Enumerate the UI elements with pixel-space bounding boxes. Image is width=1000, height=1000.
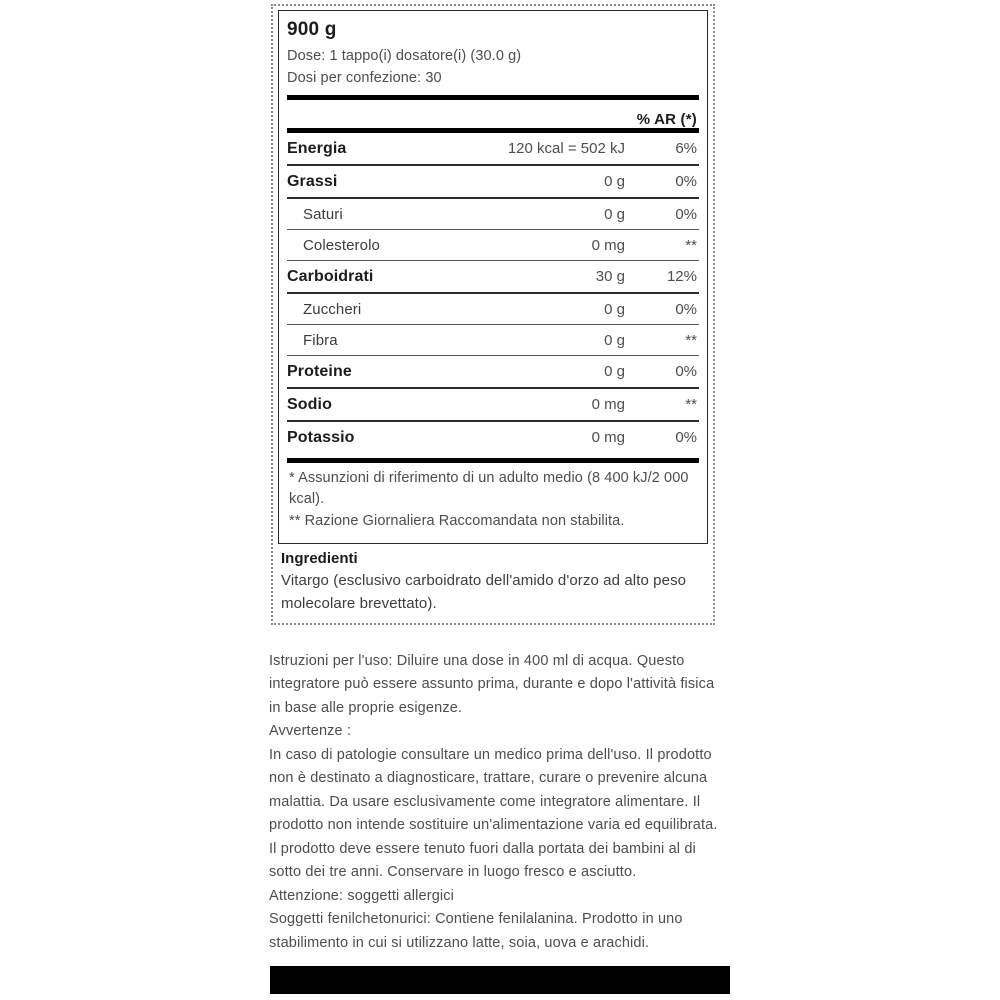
nutrient-name: Energia <box>287 133 432 165</box>
nutrient-name: Saturi <box>287 198 432 230</box>
nutrient-ar: 0% <box>643 355 699 388</box>
ingredients-section <box>278 544 708 619</box>
allergen-warning-text: Soggetti fenilchetonurici: Contiene fenilalanina. Prodotto in uno stabilimento in cui si utilizzano latte, soia, uova e arachidi. <box>269 911 683 951</box>
nutrient-value: 0 g <box>432 324 643 355</box>
table-row <box>287 229 699 260</box>
nutrient-table <box>287 133 699 453</box>
table-row <box>287 260 699 293</box>
table-row <box>287 133 699 165</box>
table-row <box>287 165 699 198</box>
dose-line: Dose: 1 tappo(i) dosatore(i) (30.0 g) <box>287 47 522 64</box>
ingredients-title: Ingredienti <box>281 549 358 567</box>
nutrient-ar: 12% <box>643 260 699 293</box>
nutrient-name: Zuccheri <box>287 293 432 325</box>
nutrient-value: 0 g <box>432 198 643 230</box>
allergen-warning-title: Attenzione: soggetti allergici <box>269 887 455 904</box>
bottom-black-bar <box>270 966 730 994</box>
nutrient-name: Fibra <box>287 324 432 355</box>
nutrient-ar: 0% <box>643 165 699 198</box>
nutrient-value: 30 g <box>432 260 643 293</box>
nutrient-ar: 0% <box>675 428 697 446</box>
table-row <box>287 421 699 453</box>
nutrient-value: 0 mg <box>591 428 625 446</box>
nutrient-value: 0 mg <box>432 229 643 260</box>
nutrition-facts-box <box>278 10 708 544</box>
table-row <box>287 388 699 421</box>
ar-header-row <box>287 100 699 128</box>
nutrient-value: 0 g <box>432 165 643 198</box>
table-row <box>287 355 699 388</box>
footnote-reference-intakes: * Assunzioni di riferimento di un adulto medio (8 400 kJ/2 000 kcal). <box>289 469 689 508</box>
usage-instructions-text: Istruzioni per l'uso: Diluire una dose in 400 ml di acqua. Questo integratore può essere assunto prima, durante e dopo l'attività fisica in base alle proprie esigenze. <box>269 653 715 716</box>
nutrient-ar: ** <box>643 324 699 355</box>
table-row <box>287 293 699 325</box>
nutrient-name: Grassi <box>287 165 432 198</box>
table-row <box>287 198 699 230</box>
table-row <box>287 324 699 355</box>
nutrient-ar: 6% <box>643 133 699 165</box>
nutrient-value: 120 kcal = 502 kJ <box>432 133 643 165</box>
nutrient-name: Carboidrati <box>287 260 432 293</box>
servings-per-container-line: Dosi per confezione: 30 <box>287 70 442 87</box>
nutrient-name: Colesterolo <box>287 229 432 260</box>
nutrient-name: Proteine <box>287 355 432 388</box>
nutrition-panel <box>271 4 715 625</box>
ingredients-text: Vitargo (esclusivo carboidrato dell'amido d'orzo ad alto peso molecolare brevettato). <box>281 572 687 612</box>
usage-and-warnings-block <box>269 650 719 955</box>
serving-size-title: 900 g <box>287 19 337 40</box>
ar-header-label: % AR (*) <box>636 110 697 128</box>
nutrient-table-body <box>287 133 699 453</box>
nutrient-name: Potassio <box>287 428 355 446</box>
nutrient-ar: ** <box>643 388 699 421</box>
footnotes-block <box>287 463 699 539</box>
nutrient-name: Sodio <box>287 388 432 421</box>
warnings-text: In caso di patologie consultare un medico prima dell'uso. Il prodotto non è destinato a diagnosticare, trattare, curare o prevenire alcuna malattia. Da usare esclusivamente come integratore alimentare. Il prodotto non intende sostituire un'alimentazione varia ed equilibrata. Il prodotto deve essere tenuto fuori dalla portata dei bambini al di sotto dei tre anni. Conservare in luogo fresco e asciutto. <box>269 746 718 881</box>
footnote-rda-not-established: ** Razione Giornaliera Raccomandata non stabilita. <box>289 513 625 530</box>
nutrient-value: 0 g <box>432 355 643 388</box>
warnings-title: Avvertenze : <box>269 723 352 740</box>
nutrient-ar: 0% <box>643 293 699 325</box>
nutrient-ar: ** <box>643 229 699 260</box>
nutrient-value: 0 mg <box>432 388 643 421</box>
nutrient-value: 0 g <box>432 293 643 325</box>
nutrient-ar: 0% <box>643 198 699 230</box>
